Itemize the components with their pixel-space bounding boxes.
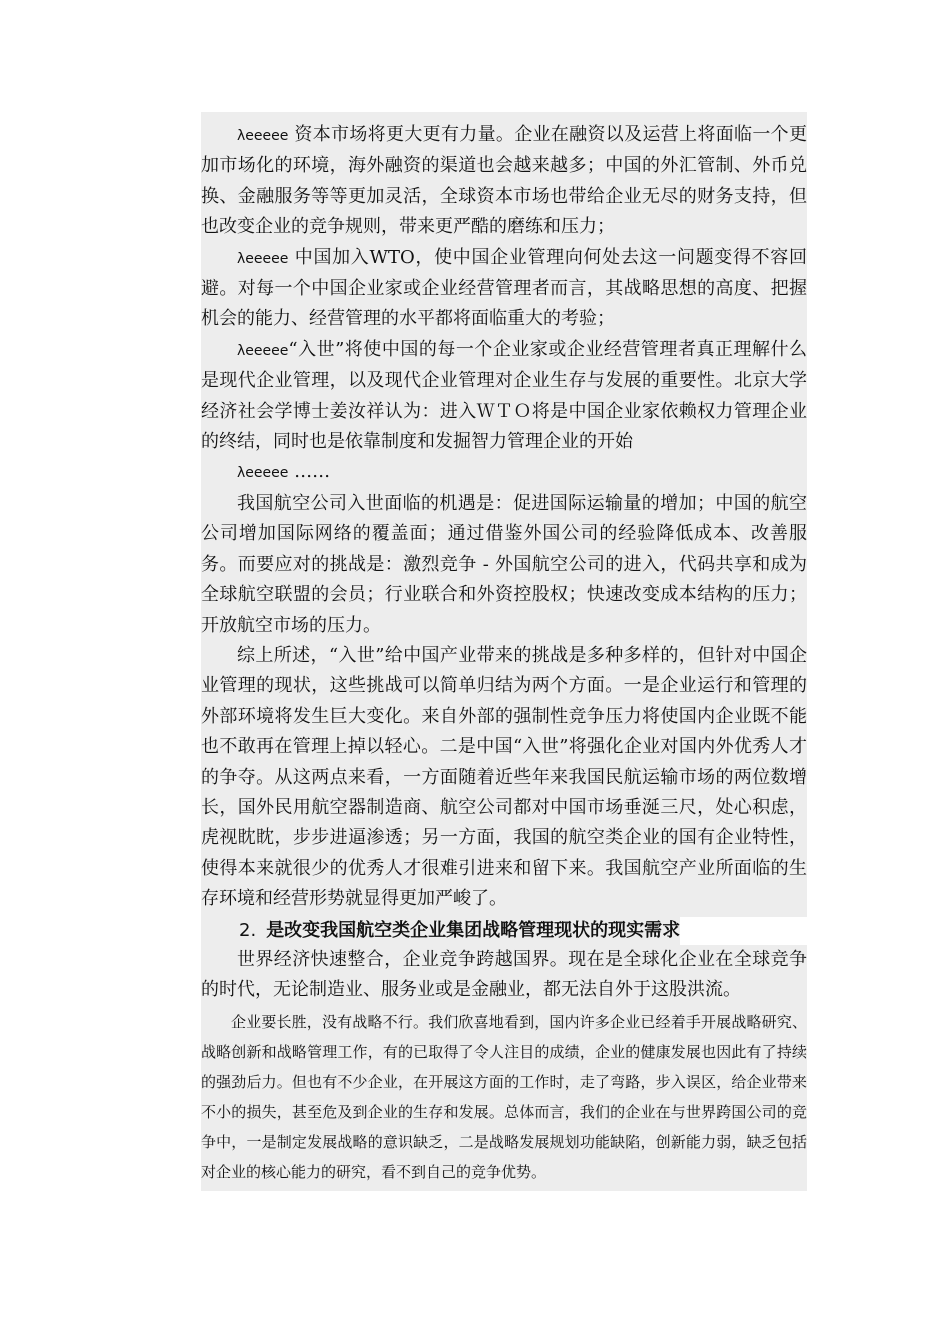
bullet-paragraph-wto-management: λeeeee 中国加入WTO，使中国企业管理向何处去这一问题变得不容回避。对每一个中国企业家或企业经营管理者而言，其战略思想的高度、把握机会的能力、经营管理的水平都将面临重大的考验；	[201, 246, 807, 330]
paragraph-airline-opportunities: 我国航空公司入世面临的机遇是：促进国际运输量的增加；中国的航空公司增加国际网络的覆盖面；通过借鉴外国公司的经验降低成本、改善服务。而要应对的挑战是：激烈竞争 - 外国航空公司的进入，代码共享和成为全球航空联盟的会员；行业联合和外资控股权；快速改变成本结构的压力；开放航空市场的压力。	[201, 492, 807, 636]
bullet-marker: λeeeee	[237, 342, 289, 359]
paragraph-globalization: 世界经济快速整合，企业竞争跨越国界。现在是全球化企业在全球竞争的时代，无论制造业、服务业或是金融业，都无法自外于这股洪流。	[201, 948, 807, 1000]
heading-number: 2.	[239, 919, 257, 941]
bullet-paragraph-ellipsis: λeeeee ……	[237, 461, 331, 483]
bullet-paragraph-modern-management: λeeeee“入世”将使中国的每一个企业家或企业经营管理者真正理解什么是现代企业管理，以及现代企业管理对企业生存与发展的重要性。北京大学经济社会学博士姜汝祥认为：进入ＷＴＯ将是中国企业家依赖权力管理企业的终结，同时也是依靠制度和发掘智力管理企业的开始	[201, 338, 807, 453]
heading-text: 是改变我国航空类企业集团战略管理现状的现实需求	[266, 919, 681, 941]
bullet-marker: λeeeee	[237, 128, 289, 144]
document-body	[201, 112, 807, 1191]
bullet-marker: λeeeee	[237, 250, 289, 267]
section-heading	[201, 917, 807, 945]
paragraph-strategy: 企业要长胜，没有战略不行。我们欣喜地看到，国内许多企业已经着手开展战略研究、战略创新和战略管理工作，有的已取得了令人注目的成绩，企业的健康发展也因此有了持续的强劲后力。但也有不少企业，在开展这方面的工作时，走了弯路，步入误区，给企业带来不小的损失，甚至危及到企业的生存和发展。总体而言，我们的企业在与世界跨国公司的竞争中，一是制定发展战略的意识缺乏，二是战略发展规划功能缺陷，创新能力弱，缺乏包括对企业的核心能力的研究，看不到自己的竞争优势。	[201, 1013, 807, 1182]
bullet-marker: λeeeee	[237, 465, 289, 482]
paragraph-summary: 综上所述，“入世”给中国产业带来的挑战是多种多样的，但针对中国企业管理的现状，这些挑战可以简单归结为两个方面。一是企业运行和管理的外部环境将发生巨大变化。来自外部的强制性竞争压力将使国内企业既不能也不敢再在管理上掉以轻心。二是中国“入世”将强化企业对国内外优秀人才的争夺。从这两点来看，一方面随着近些年来我国民航运输市场的两位数增长，国外民用航空器制造商、航空公司都对中国市场垂涎三尺，处心积虑，虎视眈眈，步步进逼渗透；另一方面，我国的航空类企业的国有企业特性，使得本来就很少的优秀人才很难引进来和留下来。我国航空产业所面临的生存环境和经营形势就显得更加严峻了。	[201, 644, 807, 910]
bullet-paragraph-capital-market: λeeeee 资本市场将更大更有力量。企业在融资以及运营上将面临一个更加市场化的环境，海外融资的渠道也会越来越多；中国的外汇管制、外币兑换、金融服务等等更加灵活，全球资本市场也带给企业无尽的财务支持，但也改变企业的竞争规则，带来更严酷的磨练和压力；	[201, 124, 807, 238]
